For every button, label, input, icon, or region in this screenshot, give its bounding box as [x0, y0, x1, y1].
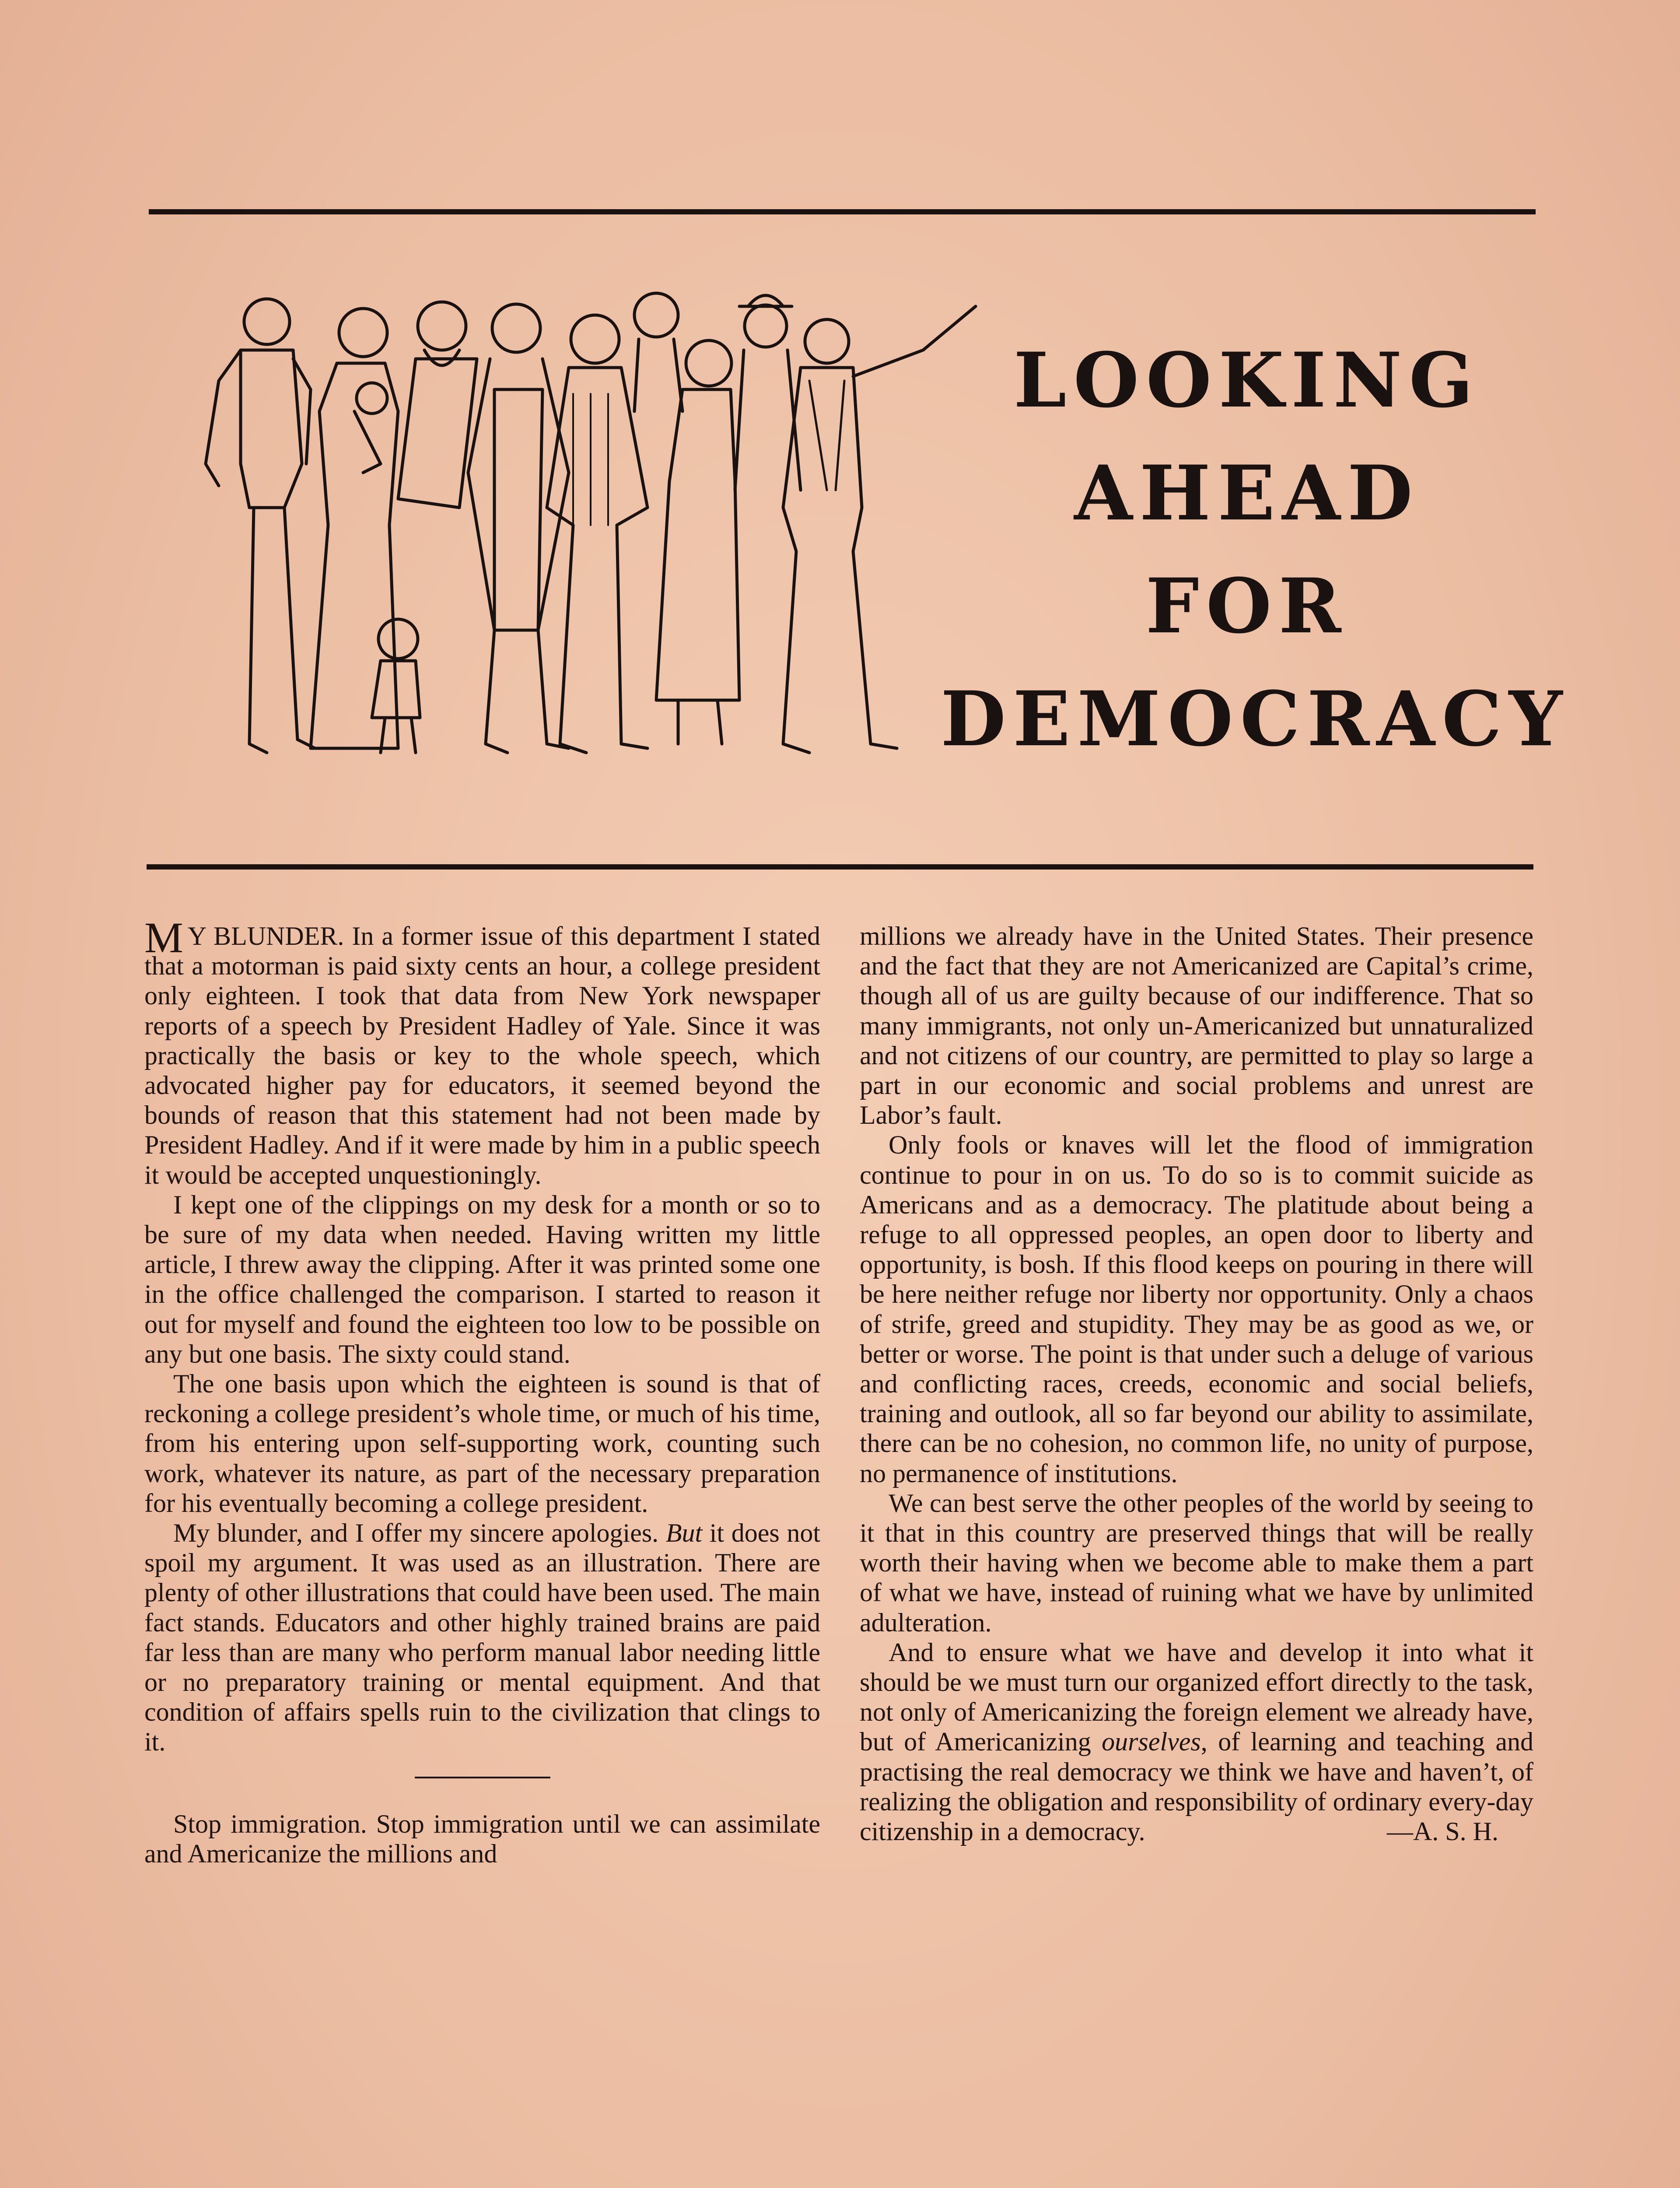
article-column-right — [860, 921, 1533, 1846]
paragraph — [860, 1637, 1533, 1846]
title-line-1: LOOKING — [1013, 336, 1480, 424]
paragraph: We can best serve the other peoples of the world by seeing to it that in this country are preserved things that will be really worth their having when we become able to make them a part of what we have, instead of ruining what we have by unlimited adulteration. — [860, 1488, 1533, 1637]
paragraph: millions we already have in the United States. Their presence and the fact that they are not Americanized are Capital’s crime, though all of us are guilty because of our indifference. That so many immigrants, not only un-Americanized but unnaturalized and not citizens of our country, are permitted to play so large a part in our economic and social problems and unrest are Labor’s fault. — [860, 922, 1533, 1130]
paragraph: Only fools or knaves will let the flood of immigration continue to pour in on us. To do so is to commit suicide as Americans and as a democracy. The platitude about being a refuge to all oppressed peoples, an open door to liberty and opportunity, is bosh. If this flood keeps on pouring in there will be here neither refuge nor liberty nor opportunity. Only a chaos of strife, greed and stupidity. They may be as good as we, or better or worse. The point is that under such a deluge of various and conflicting races, creeds, economic and social beliefs, training and outlook, all so far beyond our ability to assimilate, there can be no cohesion, no common life, no unity of purpose, no permanence of institutions. — [860, 1130, 1533, 1488]
paragraph — [144, 913, 820, 1190]
paragraph-text: And to ensure what we have and develop it into what it should be we must turn our organized effort directly to the task, not only of Americanizing the foreign element we already have, but of Americanizing — [860, 1637, 1533, 1757]
paragraph-lead: Y BLUNDER. — [187, 922, 344, 950]
paragraph-text: My blunder, and I offer my sincere apologies. — [173, 1518, 666, 1548]
paragraph-text: it does not spoil my argument. It was used as an illustration. There are plenty of other illustrations that could have been used. The main fact stands. Educators and other highly trained brains are paid far less than are many who perform manual labor needing little or no preparatory training or mental equipment. And that condition of affairs spells ruin to the civilization that clings to it. — [144, 1518, 820, 1757]
title-line-3: FOR — [1145, 561, 1348, 650]
page-title — [941, 324, 1570, 775]
paragraph — [144, 1518, 820, 1757]
italic-word: ourselves — [1102, 1727, 1201, 1757]
drop-cap: M — [144, 913, 183, 962]
section-divider — [415, 1777, 550, 1778]
paragraph: I kept one of the clippings on my desk for a month or so to be sure of my data when needed. Having written my little article, I threw away the clipping. After it was printed some one in the office challenged the comparison. I started to reason it out for myself and found the eighteen too low to be possible on any but one basis. The sixty could stand. — [144, 1190, 820, 1368]
italic-word: But — [665, 1518, 703, 1548]
paragraph: The one basis upon which the eighteen is sound is that of reckoning a college president’s whole time, or much of his time, from his entering upon self-supporting work, counting such work, whatever its nature, as part of the necessary preparation for his eventually becoming a college president. — [144, 1369, 820, 1518]
top-rule — [149, 209, 1536, 214]
header-bottom-rule — [147, 864, 1533, 870]
paragraph: Stop immigration. Stop immigration until we can assimilate and Americanize the millions and — [144, 1809, 820, 1868]
title-line-2: AHEAD — [1074, 449, 1420, 537]
article-column-left — [144, 913, 820, 1869]
paragraph-text: , of learning and teaching and practising the real democracy we think we have and haven’t, of realizing the obligation and responsibility of ordinary every-day citizenship in a democracy. — [860, 1727, 1533, 1846]
title-line-4: DEMOCRACY — [941, 674, 1570, 763]
crowd-illustration — [153, 280, 984, 801]
author-signature: —A. S. H. — [1386, 1817, 1498, 1846]
paragraph-text: In a former issue of this department I stated that a motorman is paid sixty cents an hour, a college president only eighteen. I took that data from New York newspaper reports of a speech by President Hadley of Yale. Since it was practically the basis or key to the whole speech, which advocated higher pay for educators, it seemed beyond the bounds of reason that this statement had not been made by President Hadley. And if it were made by him in a public speech it would be accepted unquestioningly. — [144, 922, 820, 1189]
